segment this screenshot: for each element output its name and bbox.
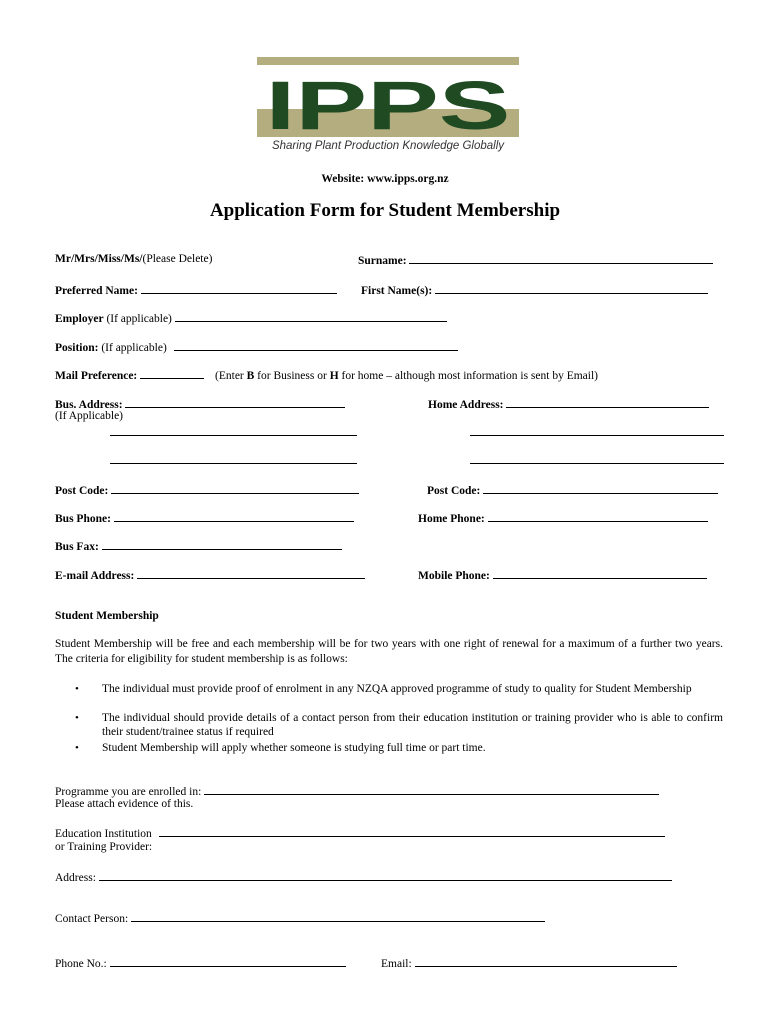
- contact-person-label: Contact Person:: [55, 913, 129, 925]
- programme-field[interactable]: [55, 784, 659, 798]
- preferred-name-label: Preferred Name:: [55, 285, 138, 297]
- bus-address-input-line-3[interactable]: [110, 453, 357, 464]
- email-address-label: E-mail Address:: [55, 570, 135, 582]
- institution-field[interactable]: [55, 826, 665, 840]
- home-address-input-line-3[interactable]: [470, 453, 724, 464]
- bus-address-input-line-1[interactable]: [125, 397, 345, 408]
- student-membership-intro: Student Membership will be free and each membership will be for two years with one right of renewal for a maximum of a further two years. The criteria for eligibility for student membership is as follows:: [55, 638, 723, 665]
- bullet-marker: •: [75, 742, 79, 754]
- contact-person-input-line[interactable]: [131, 911, 545, 922]
- criteria-item-1: The individual must provide proof of enrolment in any NZQA approved programme of study to quality for Student Membership: [102, 683, 692, 695]
- mail-pref-note-c: for home – although most information is sent by Email): [338, 370, 598, 382]
- salutation-note: (Please Delete): [142, 253, 213, 265]
- home-address-input-line-2[interactable]: [470, 425, 724, 436]
- contact-email-label: Email:: [381, 958, 412, 970]
- logo-wordmark: IPPS: [265, 67, 511, 144]
- address-label: Address:: [55, 872, 96, 884]
- position-label: Position:: [55, 342, 99, 354]
- criteria-item-2: The individual should provide details of a contact person from their education institution or training provider who is able to confirm their student/trainee status if required: [102, 712, 723, 738]
- bus-fax-field[interactable]: [55, 539, 342, 553]
- home-address-label: Home Address:: [428, 399, 504, 411]
- surname-input-line[interactable]: [409, 253, 713, 264]
- bus-address-input-line-2[interactable]: [110, 425, 357, 436]
- preferred-name-field[interactable]: [55, 283, 337, 297]
- bus-phone-input-line[interactable]: [114, 511, 354, 522]
- first-names-field[interactable]: [361, 283, 708, 297]
- website-line: Website: www.ipps.org.nz: [321, 173, 449, 185]
- employer-label: Employer: [55, 313, 104, 325]
- employer-note: (If applicable): [103, 313, 172, 325]
- email-address-input-line[interactable]: [137, 568, 365, 579]
- mail-pref-input-line[interactable]: [140, 368, 204, 379]
- home-address-line-2[interactable]: [470, 425, 724, 439]
- preferred-name-input-line[interactable]: [141, 283, 337, 294]
- post-code-left-input-line[interactable]: [111, 483, 359, 494]
- mail-preference-field[interactable]: [55, 368, 598, 382]
- bus-address-note: (If Applicable): [55, 410, 124, 422]
- post-code-right-field[interactable]: [427, 483, 718, 497]
- surname-label: Surname:: [358, 255, 407, 267]
- logo-tagline: Sharing Plant Production Knowledge Globally: [271, 140, 505, 152]
- home-address-field[interactable]: [428, 397, 709, 411]
- mail-pref-h: H: [329, 370, 339, 382]
- first-names-label: First Name(s):: [361, 285, 433, 297]
- institution-label: Education Institution: [55, 828, 152, 840]
- first-names-input-line[interactable]: [435, 283, 708, 294]
- bullet-marker: •: [75, 683, 79, 695]
- mail-pref-b: B: [246, 370, 255, 382]
- contact-email-input-line[interactable]: [415, 956, 677, 967]
- contact-person-field[interactable]: [55, 911, 545, 925]
- mobile-phone-field[interactable]: [418, 568, 707, 582]
- bus-address-line-2[interactable]: [110, 425, 357, 439]
- mail-pref-note-a: (Enter: [215, 370, 247, 382]
- home-phone-field[interactable]: [418, 511, 708, 525]
- employer-field[interactable]: [55, 311, 447, 325]
- salutation-label: Mr/Mrs/Miss/Ms/: [55, 253, 143, 265]
- mobile-phone-label: Mobile Phone:: [418, 570, 490, 582]
- bus-address-label: Bus. Address:: [55, 399, 123, 411]
- ipps-logo: [257, 57, 519, 155]
- address-input-line[interactable]: [99, 870, 672, 881]
- programme-note: Please attach evidence of this.: [55, 798, 194, 810]
- phone-no-input-line[interactable]: [110, 956, 346, 967]
- bus-phone-label: Bus Phone:: [55, 513, 111, 525]
- post-code-right-label: Post Code:: [427, 485, 481, 497]
- ipps-logo-graphic: [257, 57, 519, 155]
- post-code-left-label: Post Code:: [55, 485, 109, 497]
- bus-fax-label: Bus Fax:: [55, 541, 99, 553]
- programme-input-line[interactable]: [204, 784, 659, 795]
- home-phone-label: Home Phone:: [418, 513, 485, 525]
- mail-pref-label: Mail Preference:: [55, 370, 138, 382]
- position-field[interactable]: [55, 340, 458, 354]
- position-input-line[interactable]: [174, 340, 458, 351]
- programme-label: Programme you are enrolled in:: [55, 786, 202, 798]
- bus-phone-field[interactable]: [55, 511, 354, 525]
- post-code-right-input-line[interactable]: [483, 483, 718, 494]
- bus-fax-input-line[interactable]: [102, 539, 342, 550]
- mobile-phone-input-line[interactable]: [493, 568, 707, 579]
- employer-input-line[interactable]: [175, 311, 447, 322]
- phone-no-label: Phone No.:: [55, 958, 107, 970]
- home-address-input-line-1[interactable]: [506, 397, 709, 408]
- institution-label-2: or Training Provider:: [55, 841, 153, 853]
- bus-address-line-3[interactable]: [110, 453, 357, 467]
- bullet-marker: •: [75, 712, 79, 724]
- home-phone-input-line[interactable]: [488, 511, 708, 522]
- mail-pref-note-b: for Business or: [254, 370, 330, 382]
- contact-email-field[interactable]: [381, 956, 677, 970]
- criteria-item-3: Student Membership will apply whether someone is studying full time or part time.: [102, 742, 486, 754]
- post-code-left-field[interactable]: [55, 483, 359, 497]
- home-address-line-3[interactable]: [470, 453, 724, 467]
- salutation-field[interactable]: [55, 253, 212, 265]
- page-title: Application Form for Student Membership: [209, 200, 561, 221]
- institution-input-line[interactable]: [159, 826, 665, 837]
- position-note: (If applicable): [98, 342, 167, 354]
- phone-no-field[interactable]: [55, 956, 346, 970]
- email-address-field[interactable]: [55, 568, 365, 582]
- student-membership-heading: Student Membership: [55, 610, 159, 622]
- address-field[interactable]: [55, 870, 672, 884]
- surname-field[interactable]: [358, 253, 713, 267]
- bus-address-field[interactable]: [55, 397, 345, 411]
